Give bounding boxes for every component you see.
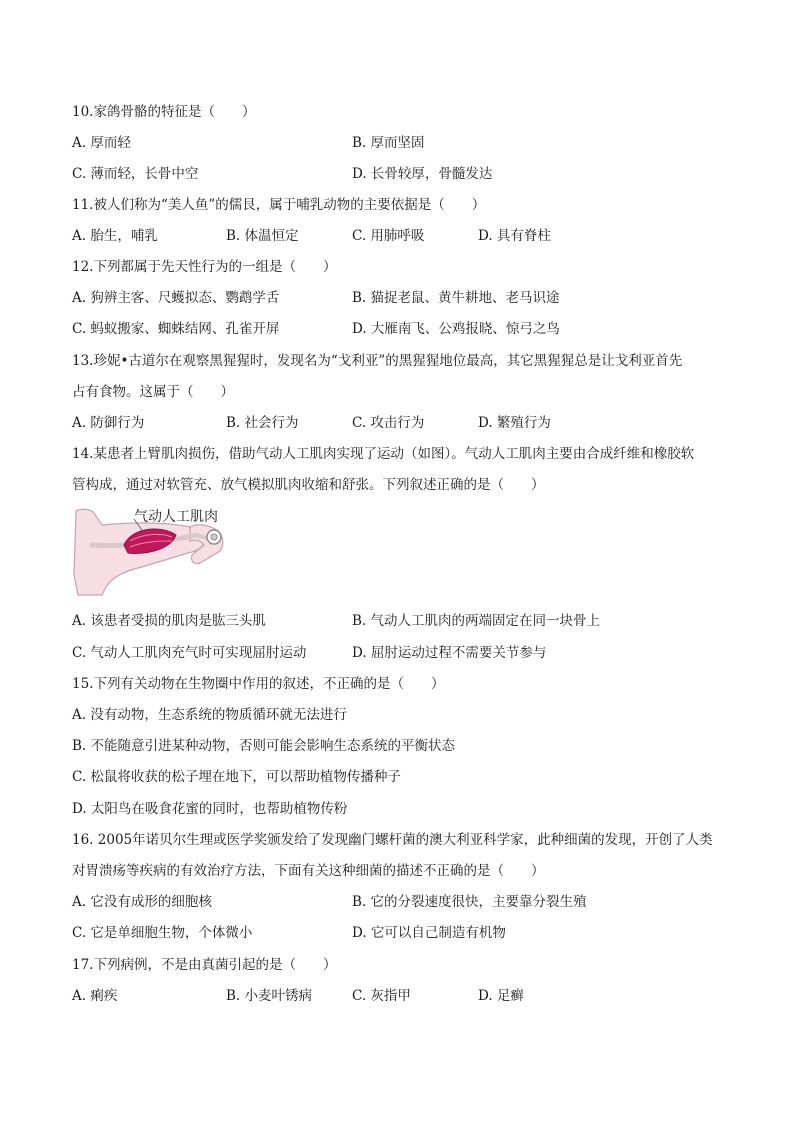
question-13-option-d[interactable]: D. 繁殖行为 — [478, 415, 551, 431]
question-13-stem-line-2: 占有食物。这属于（ ） — [72, 384, 234, 400]
question-14-stem-line-1: 14.某患者上臂肌肉损伤，借助气动人工肌肉实现了运动（如图）。气动人工肌肉主要由合成纤维和橡胶软 — [72, 446, 695, 462]
question-12-stem: 12.下列都属于先天性行为的一组是（ ） — [72, 259, 337, 275]
arm-artificial-muscle-figure — [72, 505, 240, 597]
question-11-option-c[interactable]: C. 用肺呼吸 — [352, 228, 425, 244]
question-14-stem-line-2: 管构成，通过对软管充、放气模拟肌肉收缩和舒张。下列叙述正确的是（ ） — [72, 477, 545, 493]
question-13-option-c[interactable]: C. 攻击行为 — [352, 415, 425, 431]
question-10-option-b[interactable]: B. 厚而坚固 — [352, 135, 425, 151]
question-11-option-d[interactable]: D. 具有脊柱 — [478, 228, 551, 244]
question-11-stem: 11.被人们称为“美人鱼”的儒艮，属于哺乳动物的主要依据是（ ） — [72, 197, 486, 213]
question-13-option-a[interactable]: A. 防御行为 — [72, 415, 145, 431]
question-15-option-c[interactable]: C. 松鼠将收获的松子埋在地下，可以帮助植物传播种子 — [72, 769, 401, 785]
question-15-option-d[interactable]: D. 太阳鸟在吸食花蜜的同时，也帮助植物传粉 — [72, 801, 348, 817]
question-15-option-b[interactable]: B. 不能随意引进某种动物，否则可能会影响生态系统的平衡状态 — [72, 738, 456, 754]
question-17-stem: 17.下列病例，不是由真菌引起的是（ ） — [72, 957, 337, 973]
question-12-option-d[interactable]: D. 大雁南飞、公鸡报晓、惊弓之鸟 — [352, 321, 560, 337]
question-16-option-b[interactable]: B. 它的分裂速度很快，主要靠分裂生殖 — [352, 894, 587, 910]
question-15-option-a[interactable]: A. 没有动物，生态系统的物质循环就无法进行 — [72, 707, 347, 723]
question-17-option-c[interactable]: C. 灰指甲 — [352, 988, 411, 1004]
question-11-option-b[interactable]: B. 体温恒定 — [226, 228, 299, 244]
question-17-option-b[interactable]: B. 小麦叶锈病 — [226, 988, 313, 1004]
question-17-option-d[interactable]: D. 足癣 — [478, 988, 524, 1004]
question-16-option-c[interactable]: C. 它是单细胞生物，个体微小 — [72, 925, 253, 941]
question-15-stem: 15.下列有关动物在生物圈中作用的叙述，不正确的是（ ） — [72, 676, 445, 692]
question-16-option-d[interactable]: D. 它可以自己制造有机物 — [352, 925, 506, 941]
question-16-option-a[interactable]: A. 它没有成形的细胞核 — [72, 894, 212, 910]
question-12-option-b[interactable]: B. 猫捉老鼠、黄牛耕地、老马识途 — [352, 290, 560, 306]
figure-label: 气动人工肌肉 — [134, 509, 218, 525]
question-14-option-b[interactable]: B. 气动人工肌肉的两端固定在同一块骨上 — [352, 613, 601, 629]
question-11-option-a[interactable]: A. 胎生，哺乳 — [72, 228, 158, 244]
question-16-stem-line-2: 对胃溃疡等疾病的有效治疗方法，下面有关这种细菌的描述不正确的是（ ） — [72, 863, 545, 879]
question-10-option-c[interactable]: C. 薄而轻，长骨中空 — [72, 166, 199, 182]
question-17-option-a[interactable]: A. 痢疾 — [72, 988, 118, 1004]
question-14-option-c[interactable]: C. 气动人工肌肉充气时可实现屈肘运动 — [72, 645, 307, 661]
question-12-option-c[interactable]: C. 蚂蚁搬家、蜘蛛结网、孔雀开屏 — [72, 321, 280, 337]
question-16-stem-line-1: 16. 2005年诺贝尔生理或医学奖颁发给了发现幽门螺杆菌的澳大利亚科学家，此种细菌的发现，开创了人类 — [72, 832, 713, 848]
question-13-option-b[interactable]: B. 社会行为 — [226, 415, 299, 431]
question-10-stem: 10.家鸽骨骼的特征是（ ） — [72, 104, 256, 120]
question-14-option-a[interactable]: A. 该患者受损的肌肉是肱三头肌 — [72, 613, 266, 629]
question-14-option-d[interactable]: D. 屈肘运动过程不需要关节参与 — [352, 645, 547, 661]
question-12-option-a[interactable]: A. 狗辨主客、尺蠖拟态、鹦鹉学舌 — [72, 290, 280, 306]
question-10-option-a[interactable]: A. 厚而轻 — [72, 135, 131, 151]
question-13-stem-line-1: 13.珍妮•古道尔在观察黑猩猩时，发现名为“戈利亚”的黑猩猩地位最高，其它黑猩猩总是让戈利亚首先 — [72, 353, 683, 369]
question-10-option-d[interactable]: D. 长骨较厚，骨髓发达 — [352, 166, 493, 182]
